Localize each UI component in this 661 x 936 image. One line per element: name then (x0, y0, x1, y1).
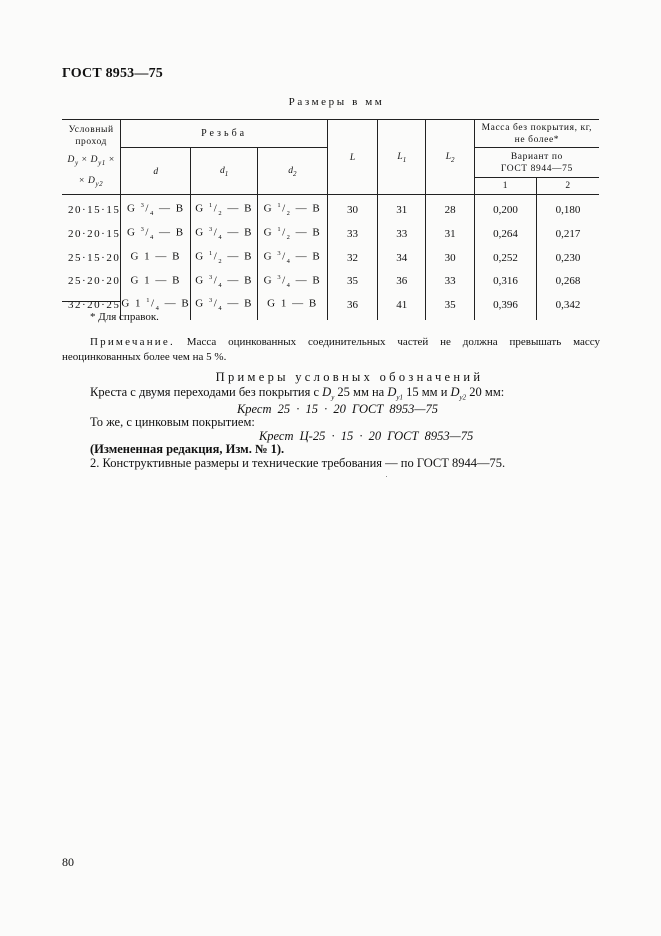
thread-d2-cell: G 1 — B (258, 293, 328, 320)
example-1-code: Крест 25 · 15 · 20 ГОСТ 8953—75 (237, 402, 439, 416)
header-d2: $d_2$ (258, 148, 328, 195)
thread-d2-cell: G $^1/_2$ — B (258, 222, 328, 246)
thread-d-cell: G $^3/_4$ — B (121, 222, 191, 246)
L-cell: 30 (327, 195, 377, 222)
L2-cell: 31 (426, 222, 474, 246)
table-row (62, 246, 599, 270)
amendment-note: (Измененная редакция, Изм. № 1). (90, 442, 285, 456)
thread-d2-cell: G $^3/_4$ — B (258, 270, 328, 294)
header-L2: $L_2$ (426, 120, 474, 195)
L1-cell: 33 (378, 222, 426, 246)
m2-cell: 0,180 (537, 195, 599, 222)
thread-d-cell: G 1 — B (121, 246, 191, 270)
header-thread: Резьба (121, 120, 328, 148)
L-cell: 36 (327, 293, 377, 320)
header-L: L (327, 120, 377, 195)
header-variant-1: 1 (474, 178, 536, 195)
m2-cell: 0,342 (537, 293, 599, 320)
header-d1: $d_1$ (191, 148, 258, 195)
header-variant: Вариант по ГОСТ 8944—75 (474, 148, 599, 178)
m1-cell: 0,316 (474, 270, 536, 294)
m2-cell: 0,268 (537, 270, 599, 294)
code-cell: 25·20·20 (62, 270, 121, 294)
L2-cell: 35 (426, 293, 474, 320)
code-cell: 25·15·20 (62, 246, 121, 270)
thread-d1-cell: G $^1/_2$ — B (191, 246, 258, 270)
code-cell: 20·15·15 (62, 195, 121, 222)
m1-cell: 0,200 (474, 195, 536, 222)
L2-cell: 30 (426, 246, 474, 270)
header-nominal-bore: Условный проход $D_у \times D_{у1}$ × × $D_{у2}$ (62, 120, 121, 195)
L2-cell: 33 (426, 270, 474, 294)
L-cell: 32 (327, 246, 377, 270)
note: Примечание. Масса оцинкованных соединительных частей не должна превышать массу неоцинкованных более чем на 5 %. (62, 336, 600, 363)
L1-cell: 41 (378, 293, 426, 320)
L2-cell: 28 (426, 195, 474, 222)
L1-cell: 34 (378, 246, 426, 270)
table-row (62, 195, 599, 222)
document-header: ГОСТ 8953—75 (62, 66, 163, 81)
thread-d-cell: G $^3/_4$ — B (121, 195, 191, 222)
thread-d-cell: G 1 — B (121, 270, 191, 294)
table-row (62, 222, 599, 246)
thread-d1-cell: G $^3/_4$ — B (191, 270, 258, 294)
examples-title: Примеры условных обозначений (215, 370, 484, 384)
m2-cell: 0,217 (537, 222, 599, 246)
m1-cell: 0,396 (474, 293, 536, 320)
header-L1: $L_1$ (378, 120, 426, 195)
m1-cell: 0,252 (474, 246, 536, 270)
m1-cell: 0,264 (474, 222, 536, 246)
L-cell: 33 (327, 222, 377, 246)
header-variant-2: 2 (537, 178, 599, 195)
example-2-text: То же, с цинковым покрытием: (90, 415, 255, 429)
table-caption: Размеры в мм (288, 96, 385, 108)
header-d: d (121, 148, 191, 195)
header-mass: Масса без покрытия, кг, не более* (474, 120, 599, 148)
thread-d-cell: G 1 $^1/_4$ — B (121, 293, 191, 320)
example-1-text: Креста с двумя переходами без покрытия с $D_у$ 25 мм на $D_{у1}$ 15 мм и $D_{у2}$ 20 мм: (90, 385, 505, 402)
L1-cell: 36 (378, 270, 426, 294)
thread-d2-cell: G $^3/_4$ — B (258, 246, 328, 270)
item-2: 2. Конструктивные размеры и технические требования — по ГОСТ 8944—75. (90, 456, 506, 470)
example-2-code: Крест Ц-25 · 15 · 20 ГОСТ 8953—75 (259, 429, 474, 443)
thread-d1-cell: G $^3/_4$ — B (191, 222, 258, 246)
m2-cell: 0,230 (537, 246, 599, 270)
thread-d1-cell: G $^3/_4$ — B (191, 293, 258, 320)
dimensions-table (62, 119, 599, 320)
scan-dot (386, 476, 387, 477)
page-number: 80 (62, 855, 74, 869)
thread-d2-cell: G $^1/_2$ — B (258, 195, 328, 222)
table-body (62, 195, 599, 321)
thread-d1-cell: G $^1/_2$ — B (191, 195, 258, 222)
L-cell: 35 (327, 270, 377, 294)
code-cell: 32·20·25 (62, 293, 121, 320)
footnote-rule (62, 301, 120, 302)
footnote: * Для справок. (90, 311, 159, 323)
L1-cell: 31 (378, 195, 426, 222)
code-cell: 20·20·15 (62, 222, 121, 246)
table-row (62, 270, 599, 294)
